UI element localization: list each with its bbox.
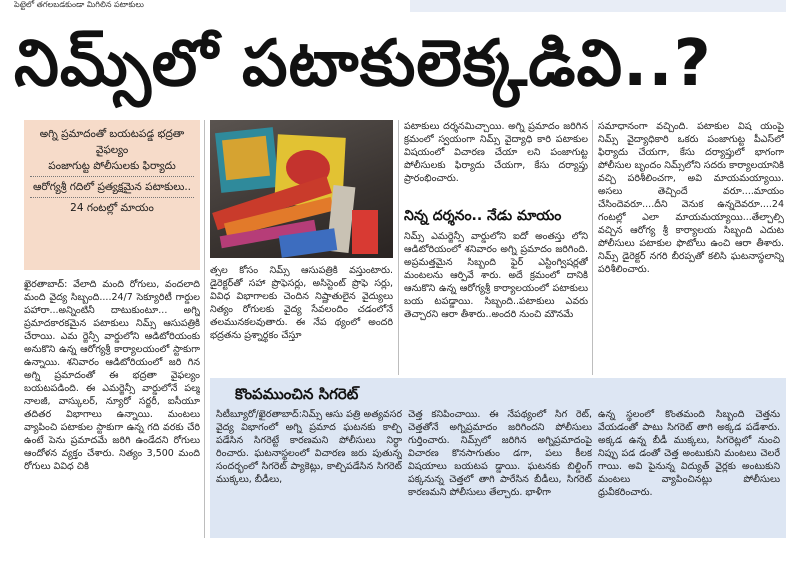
side-story-column-2: చెత్త కనిపించాయి. ఈ నేపథ్యంలో సిగ రెట్, చెత్తతోనే అగ్నిప్రమాదం జరిగిందని పోలీసులు గుర్తించారు. నిమ్స్‌లో జరిగిన అగ్నిప్రమాదంపై విచారణ కొనసాగుతుం డగా, పలు కీలక విషయాలు బయటప డ్డాయి. ఘటనకు బిల్డింగ్ పక్కనున్న చెత్తలో తాగి పారేసిన బీడీలు, సిగరెట్ కారణమని పోలీసులు తేల్చారు. భాళీగా bbox=[408, 409, 592, 498]
sub-heading: నిన్న దర్శనం.. నేడు మాయం bbox=[404, 208, 562, 224]
article-column-2: త్సల కోసం నిమ్స్ ఆసుపత్రికి వస్తుంటారు. డైరెక్టర్‌తో సహా ప్రొఫెసర్లు, అసిస్టెంట్ ప్రొఫె సర్లు, వివిధ విభాగాలకు చెందిన నిష్ణాతులైన వైద్యులు నిత్యం రోగులకు వైద్య సేవలందిం చడంలోనే తలమునకలవుతారు. ఈ నేప థ్యంలో అందరి భద్రతను ప్రశ్నార్థకం చేస్తూ bbox=[210, 265, 393, 341]
adjacent-article-box bbox=[410, 0, 786, 12]
previous-article-fragment: పెట్టెలో తగలబడకుండా మిగిలిన పటాకులు bbox=[14, 0, 144, 9]
side-story-column-1: సిటీబ్యూరో/ఖైరతాబాద్:నిమ్స్ ఆసు పత్రి అత్యవసర వైద్య విభాగంలో అగ్ని ప్రమాద ఘటనకు కాల్చి పడేసిన సిగరెట్టే కారణమని పోలీసులు నిర్ధా రించారు. ఘటనాస్థలంలో విచారణ జరు పుతున్న సందర్భంలో సిగరెట్ ప్యాకెట్లు, కాల్చిపడేసిన సిగరెట్ ముక్కలు, బీడీలు, bbox=[216, 409, 402, 485]
firecracker-pack bbox=[352, 210, 378, 254]
side-story-title: కొంపముంచిన సిగరెట్ bbox=[235, 385, 359, 403]
top-strip bbox=[0, 0, 800, 14]
column-rule bbox=[204, 120, 205, 538]
firecracker-box-label bbox=[222, 136, 270, 180]
headline: నిమ్స్‌లో పటాకులెక్కడివి..? bbox=[14, 27, 712, 101]
deck-line: 24 గంటల్లో మాయం bbox=[70, 202, 154, 214]
article-column-3-bottom: నిమ్స్ ఎమర్జెన్సీ వార్డులోని ఐదో అంతస్తు లోని ఆడిటోరియంలో శనివారం అగ్ని ప్రమాదం జరిగింది. అప్రమత్తమైన సిబ్బంది ఫైర్ ఎస్టింగ్విషర్లతో మంటలను ఆర్పివే శారు. అదే క్రమంలో దానికి ఆనుకొని ఉన్న ఆరోగ్యశ్రీ కార్యాలయంలో పటాకులు బయ టపడ్డాయి. సిబ్బంది..పటాకులు ఎవరు తెచ్చారని ఆరా తీశారు..అందరి నుంచి మౌనమే bbox=[404, 231, 588, 320]
side-story-column-3: ఉన్న స్థలంలో కొంతమంది సిబ్బంది చెత్తను వేయడంతో పాటు సిగరెట్ తాగి అక్కడ పడేశారు. అక్కడ ఉన్న బీడీ ముక్కలు, సిగరెట్లలో నుంచి నిప్పు పడ డంతో చెత్త అంటుకుని మంటలు చెలరే గాయి. అవి పైనున్న విద్యుత్ వైర్లకు అంటుకుని మంటలు వ్యాపించినట్లు పోలీసులు ధ్రువీకరించారు. bbox=[598, 409, 780, 498]
column-rule bbox=[592, 120, 593, 375]
column-rule bbox=[398, 120, 399, 375]
firecracker-photo bbox=[210, 120, 393, 258]
article-column-3-top: పటాకులు దర్శనమిచ్చాయి. అగ్ని ప్రమాదం జరిగిన క్రమంలో స్వయంగా నిమ్స్ వైద్యాధి కారి పటాకుల విషయంలో విచారణ చేయా లని పంజాగుట్ట పోలీసులకు ఫిర్యాదు చేయగా, కేసు దర్యాప్తు ప్రారంభించారు. bbox=[404, 121, 588, 184]
deck-box bbox=[24, 120, 200, 270]
deck-divider bbox=[30, 197, 194, 198]
article-column-1: ఖైరతాబాద్: వేలాది మంది రోగులు, వందలాది మంది వైద్య సిబ్బంది....24/7 సెక్యూరిటీ గార్డుల పహారా...అన్నింటినీ దాటుకుంటూ... అగ్ని ప్రమాదకారకమైన పటాకులు నిమ్స్ ఆసుపత్రికి చేరాయి. ఎమ ర్జెన్సీ వార్డులోని ఆడిటోరియంకు అనుకొని ఉన్న ఆరోగ్యశ్రీ కార్యాలయంలో స్టాకుగా ఉన్నాయి. శనివారం ఆడిటోరియంలో జరి గిన అగ్ని ప్రమాదంతో ఈ భద్రతా వైఫల్యం బయటపడింది. ఈ ఎమర్జెన్సీ వార్డులోనే పల్మ నాలజీ, వాస్కులర్, న్యూరో సర్జరీ, ఐసీయూ తదితర విభాగాలు ఉన్నాయి. మంటలు వ్యాపించి పటాకుల స్టాకుగా ఉన్న గది వరకు చేరి ఉంటే పెను ప్రమాదమే జరిగి ఉండేదని రోగులు ఆందోళన వ్యక్తం చేశారు. నిత్యం 3,500 మంది రోగులు వివిధ చికి bbox=[24, 279, 200, 472]
article-column-4: సమాధానంగా వచ్చింది. పటాకుల విష యంపై నిమ్స్ వైద్యాధికారి ఒకరు పంజాగుట్ట పీఎస్‌లో ఫిర్యాదు చేయగా, కేసు దర్యాప్తులో భాగంగా పోలీసుల బృందం నిమ్స్‌లోని సదరు కార్యాలయానికి వచ్చి పరిశీలించగా, అవి మాయమయ్యాయి. అసలు తెచ్చిందే వరూ....మాయం చేసిందెవరూ....దీని వెనుక ఉన్నదెవరూ....24 గంటల్లో ఎలా మాయమయ్యాయి...తేల్చాల్సి వచ్చిన ఆరోగ్య శ్రీ కార్యాలయ సిబ్బంది ఎదుట పోలీసులు పటాకుల ఫొటోలు ఉంచి ఆరా తీశారు. నిమ్స్ డైరెక్టర్ నగరి బీరప్పతో కలిసి ఘటనాస్థలాన్ని పరిశీలించారు. bbox=[598, 121, 784, 275]
deck-divider bbox=[30, 176, 194, 177]
deck-line: పంజాగుట్ట పోలీసులకు ఫిర్యాదు bbox=[48, 160, 176, 172]
deck-line: ఆరోగ్యశ్రీ గదిలో ప్రత్యక్షమైన పటాకులు.. bbox=[32, 181, 192, 193]
deck-line: అగ్ని ప్రమాదంతో బయటపడ్డ భద్రతా వైఫల్యం bbox=[39, 128, 185, 156]
